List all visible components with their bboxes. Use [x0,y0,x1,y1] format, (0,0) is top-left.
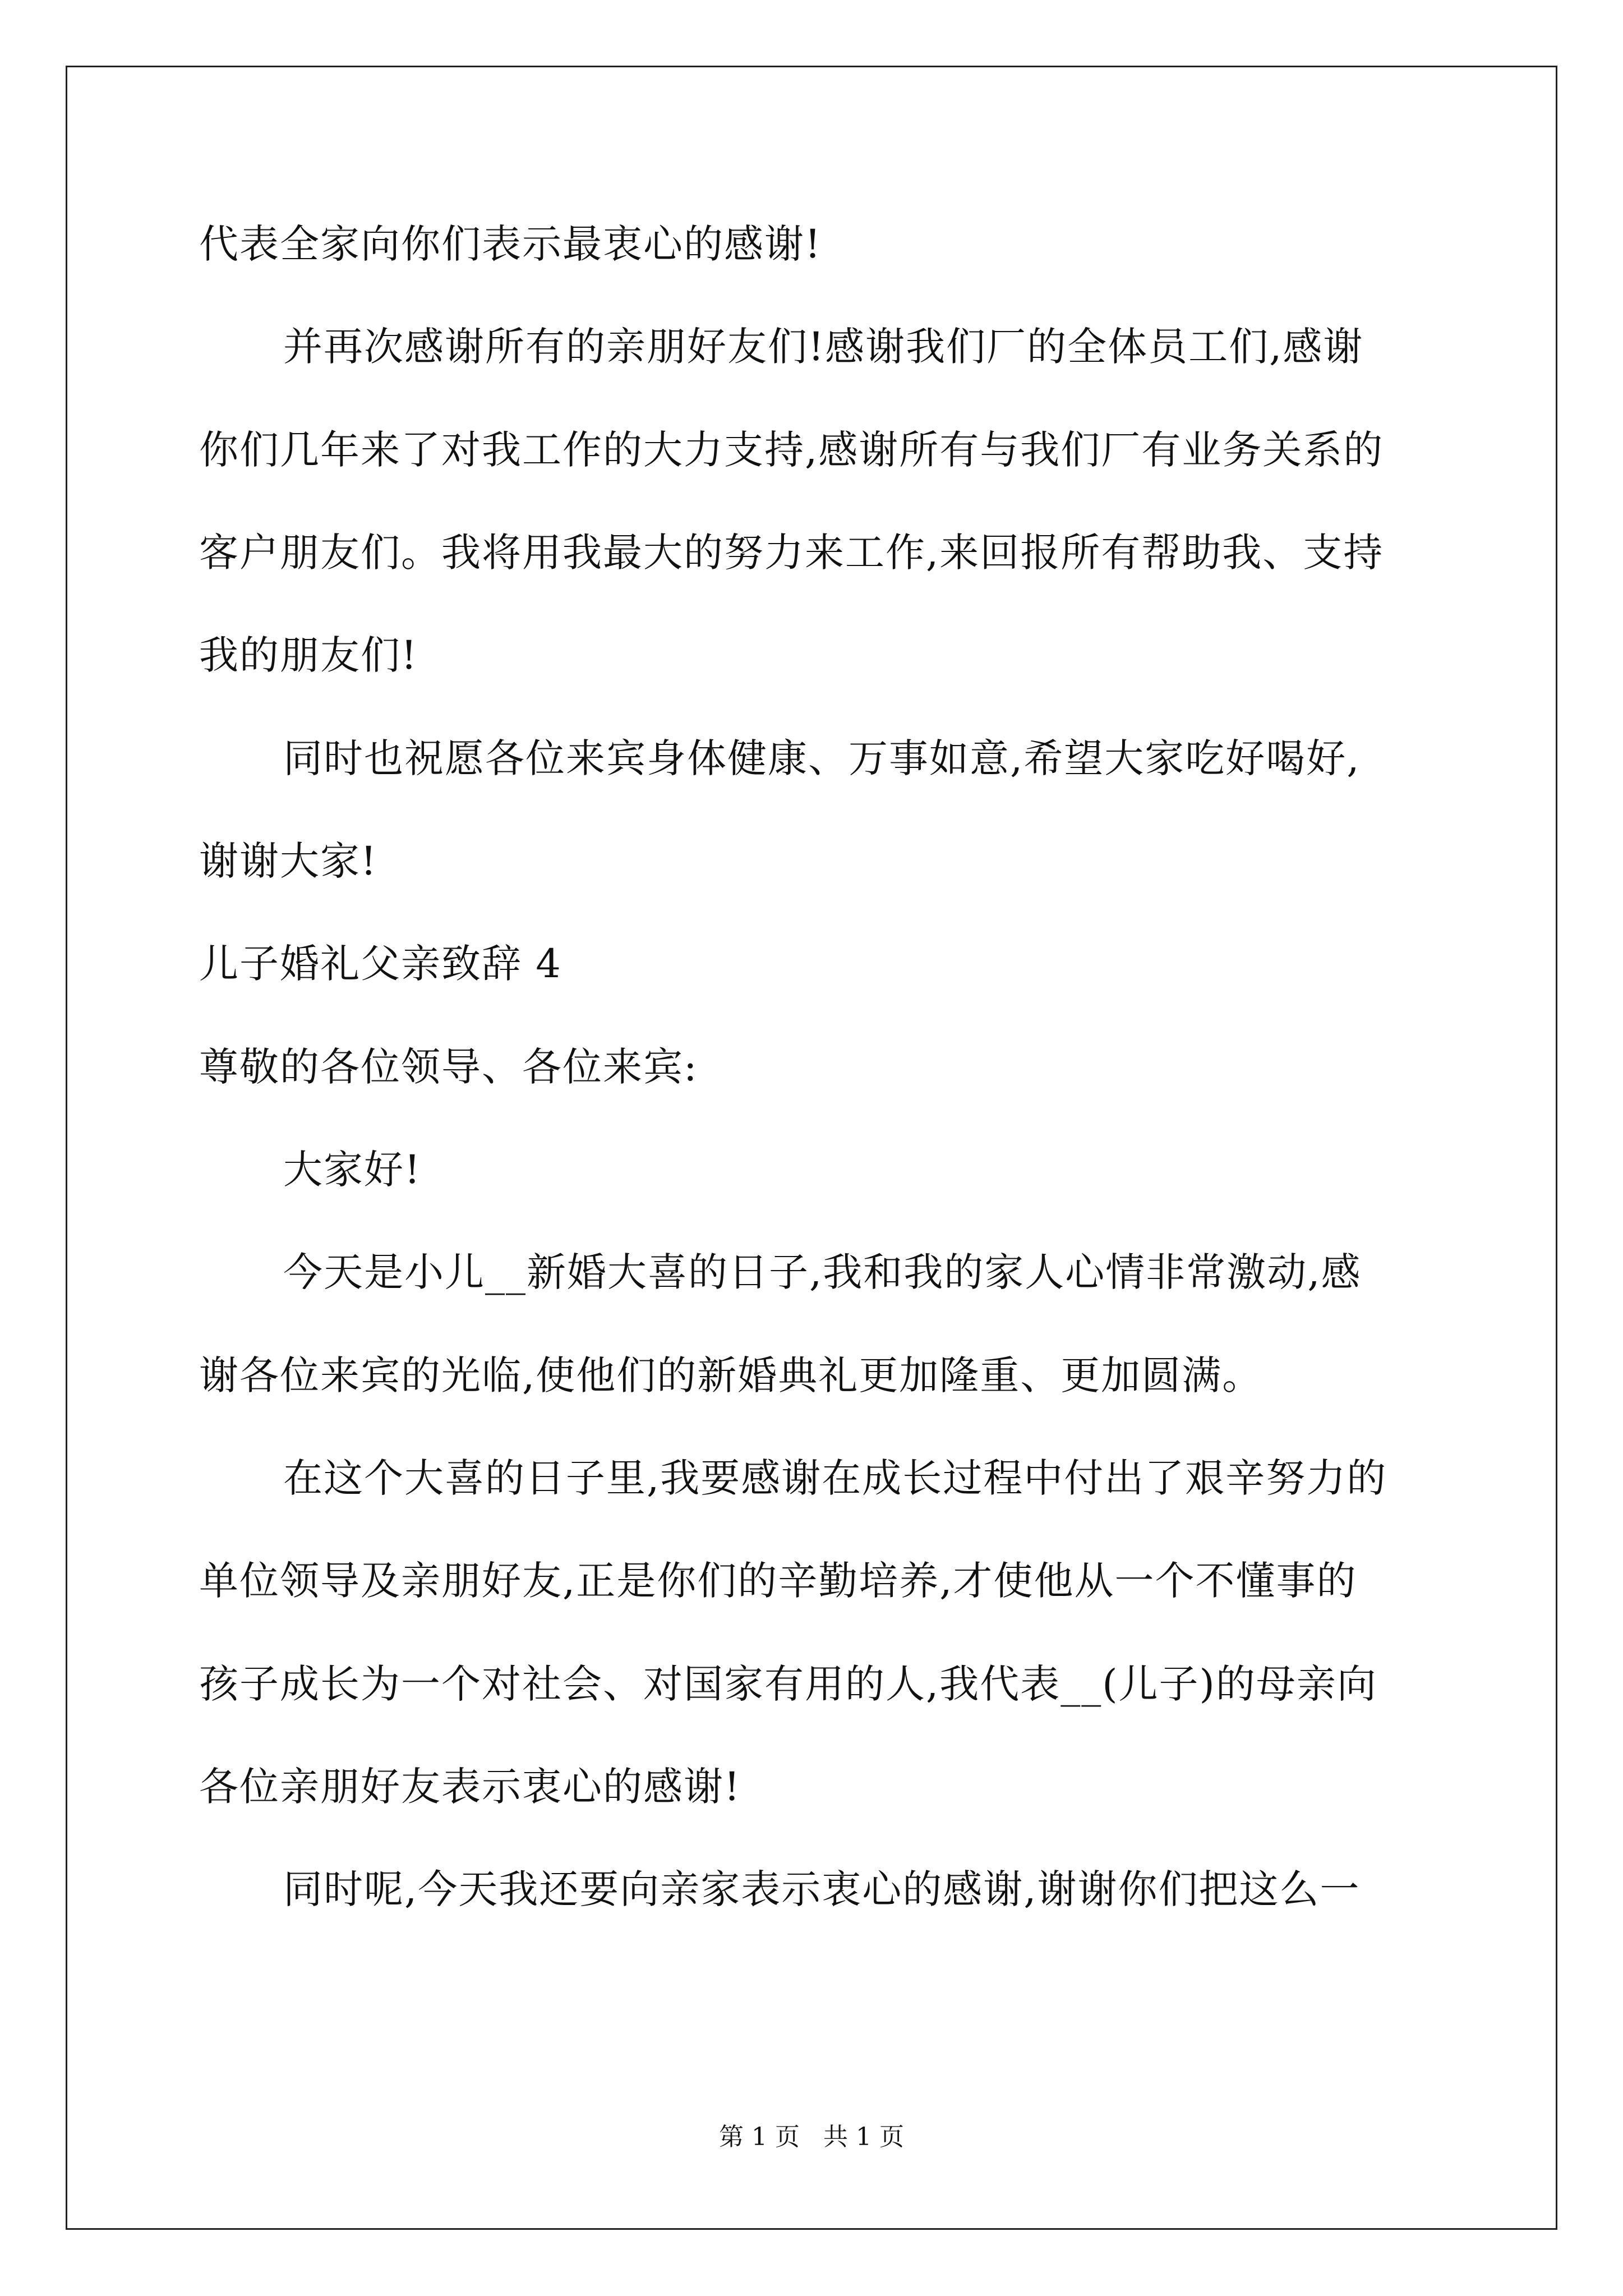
greeting-line: 大家好! [283,1147,422,1193]
salutation-line: 尊敬的各位领导、各位来宾: [199,1044,698,1090]
body-line: 单位领导及亲朋好友,正是你们的辛勤培养,才使他从一个不懂事的 [199,1558,1357,1604]
body-line: 我的朋友们! [199,632,418,678]
body-line: 代表全家向你们表示最衷心的感谢! [199,221,822,267]
body-line: 孩子成长为一个对社会、对国家有用的人,我代表__(儿子)的母亲向 [199,1661,1377,1707]
paragraph-start-line: 并再次感谢所有的亲朋好友们!感谢我们厂的全体员工们,感谢 [283,324,1364,370]
paragraph-start-line: 今天是小儿__新婚大喜的日子,我和我的家人心情非常激动,感 [283,1249,1362,1295]
body-line: 谢谢大家! [199,838,378,884]
paragraph-start-line: 同时也祝愿各位来宾身体健康、万事如意,希望大家吃好喝好, [283,735,1361,781]
paragraph-start-line: 同时呢,今天我还要向亲家表示衷心的感谢,谢谢你们把这么一 [283,1866,1361,1912]
body-line: 各位亲朋好友表示衷心的感谢! [199,1764,741,1810]
paragraph-start-line: 在这个大喜的日子里,我要感谢在成长过程中付出了艰辛努力的 [283,1455,1387,1501]
section-heading: 儿子婚礼父亲致辞 4 [199,941,562,987]
page-footer: 第 1 页 共 1 页 [719,2123,904,2151]
body-line: 客户朋友们。我将用我最大的努力来工作,来回报所有帮助我、支持 [199,530,1384,576]
body-line: 谢各位来宾的光临,使他们的新婚典礼更加隆重、更加圆满。 [199,1352,1263,1398]
body-line: 你们几年来了对我工作的大力支持,感谢所有与我们厂有业务关系的 [199,427,1384,473]
